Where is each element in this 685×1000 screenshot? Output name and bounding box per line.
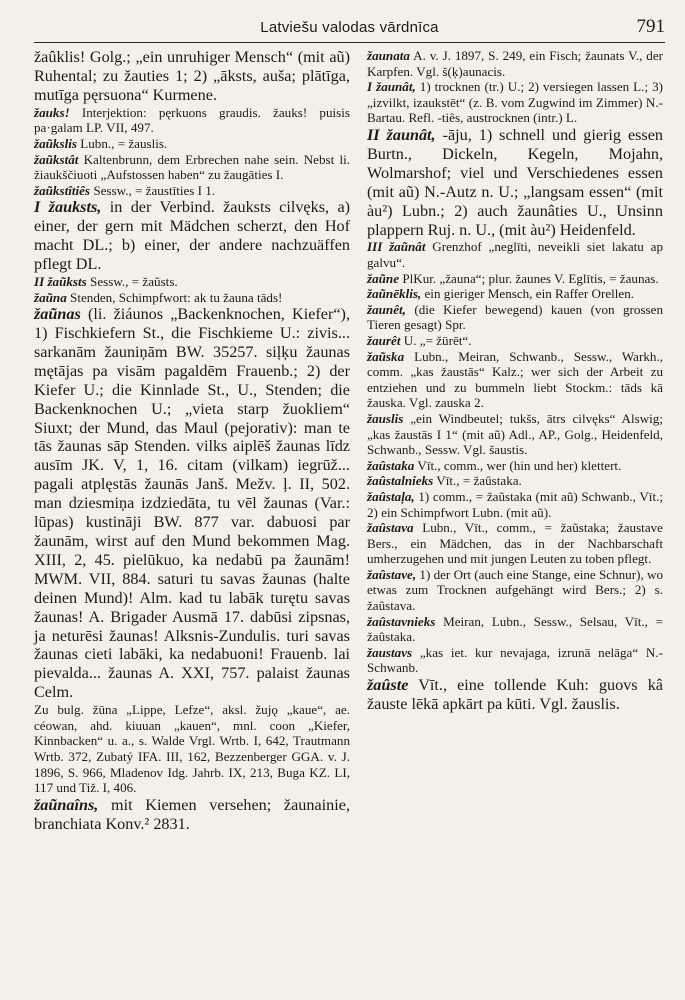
entry-text: Lubn., Vīt., comm., = žaũstaka; žaustave Bers., ein Mädchen, das in der Nachbarschaft umherzugehen und mit jungen Leuten zu toben pflegt. — [367, 520, 663, 567]
running-title: Latviešu valodas vārdnīca — [260, 19, 439, 36]
entry-text: Meiran, Lubn., Sessw., Selsau, Vīt., = žaûstaka. — [367, 613, 663, 645]
dictionary-entry — [367, 614, 663, 645]
dictionary-entry — [367, 126, 663, 239]
entry-headword: žaunêt, — [367, 301, 406, 317]
entry-text: (li. žiáunos „Backenknochen, Kiefer“), 1) Fischkiefern St., die Fischkieme U.: zivis... sarkanām žauniņām BW. 35257. siļķu žaunas mętājas pa visām pagaldēm Frauenb.; 2) der Kiefer U.; die Kinnlade St., U., Stenden; die Backenknochen U.; „vieta starp žuokliem“ Siuxt; der Mund, das Maul (pejorativ): man te tās žaunas sāp Stenden. vilks aiplēš žaunas līdz ausīm JK. V, 1, 16. citam (vilkam) iegrūž... pagali atplęstās žaunās Janš. Mežv. ļ. II, 502. man dziesmiņa izdziedāta, tu vēl žaunas (Var.: lūpas) kustināji BW. 877 var. dabuosi par žaunām, wirst auf den Mund bekommen Mag. XIII, 2, 45. pielūkuo, ka nedabū pa žaunām! MWM. VII, 884. saturi tu savas žaunas (halte deinen Mund)! Alm. kad tu labāk turętu savas žaunas! A. Brigader Ausmā 17. dabūsi zipsnas, ja neturēsi žaunas! Alksnis-Zundulis. turi savas žaunas cieti labāki, ka nedabuoni! Frauenb. lai pievalda... žaunas A. XXI, 757. palaist žaunas Celm. — [34, 305, 350, 702]
entry-headword: II žaũksts — [34, 273, 87, 289]
dictionary-entry — [367, 473, 663, 489]
entry-headword: II žaunât, — [367, 125, 436, 144]
entry-headword: I žauksts, — [34, 198, 102, 217]
dictionary-entry — [34, 274, 350, 290]
dictionary-entry — [367, 333, 663, 349]
entry-headword: žaũnaîns, — [34, 795, 99, 814]
entry-text: žaûklis! Golg.; „ein unruhiger Mensch“ (mit aũ) Ruhental; zu žauties 1; 2) „āksts, auša; plātīga, mutīga pęrsuona“ Kurmene. — [34, 48, 350, 104]
entry-headword: žaũkslis — [34, 135, 77, 151]
entry-headword: žaũska — [367, 348, 405, 364]
dictionary-entry — [34, 796, 350, 834]
dictionary-entry — [367, 411, 663, 458]
entry-text: Vīt., eine tollende Kuh: guovs kâ žauste lēkā apkārt pa kūti. Vgl. žauslis. — [367, 676, 663, 713]
page-header — [34, 14, 665, 43]
entry-text: Sessw., = žaũsts. — [90, 273, 178, 289]
entry-text: Lubn., Meiran, Schwanb., Sessw., Warkh., comm. „kas žaustās“ Kalz.; wer sich der Arbeit zu entziehen und zu bummeln liebt Stockm.: tāds kā žauska. Vgl. zauska 2. — [367, 348, 663, 411]
dictionary-entry — [34, 152, 350, 183]
entry-text: mit Kiemen versehen; žaunainie, branchiata Konv.² 2831. — [34, 795, 350, 833]
entry-text: PlKur. „žauna“; plur. žaunes V. Eglītis, = žaunas. — [402, 270, 659, 286]
entry-text: -āju, 1) schnell und gierig essen Burtn., Dickeln, Kegeln, Mojahn, Wolmarshof; viel und Verschiedenes essen (mit aũ) N.-Autz n. U.; „langsam essen“ (mit àu²) Lubn.; 2) auch žaunâties U., Unsinn plappern Ruj. n. U., (mit àu²) Heidenfeld. — [367, 125, 664, 239]
entry-headword: žaũnēklis, — [367, 286, 422, 302]
entry-headword: žaûstave, — [367, 566, 417, 582]
entry-headword: žauks! — [34, 104, 70, 120]
dictionary-entry — [34, 183, 350, 199]
entry-text: in der Verbind. žauksts cilvęks, a) einer, der gern mit Mädchen scherzt, den Hof macht DL.; b) einer, der andere nachzuäffen pflegt DL. — [34, 198, 351, 273]
entry-text: A. v. J. 1897, S. 249, ein Fisch; žaunats V., der Karpfen. Vgl. š(ķ)aunacis. — [367, 48, 663, 79]
dictionary-entry — [34, 305, 350, 702]
dictionary-entry — [367, 286, 663, 302]
entry-text: ein gieriger Mensch, ein Raffer Orellen. — [424, 286, 635, 302]
dictionary-entry — [34, 105, 350, 136]
page-number: 791 — [636, 16, 665, 37]
entry-text: 1) der Ort (auch eine Stange, eine Schnur), wo etwas zum Trocknen aufgehängt wird Bers.; 2) s. žaûstava. — [367, 566, 663, 614]
right-column — [367, 48, 663, 714]
entry-headword: žaûste — [367, 676, 409, 695]
entry-text: „ein Windbeutel; tukšs, ātrs cilvęks“ Alswig; „kas žaustās I 1“ (mit aũ) Adl., AP., Golg., Heidenfeld, Schwanb., Sessw. Vgl. šaustis. — [367, 410, 663, 458]
entry-text: Sessw., = žaustīties I 1. — [93, 182, 216, 198]
dictionary-entry — [367, 489, 663, 520]
entry-text: Interjektion: pęrkuons graudis. žauks! puisis pa·galam LP. VII, 497. — [34, 104, 350, 136]
entry-headword: III žaũnât — [367, 239, 426, 255]
dictionary-entry — [367, 239, 663, 270]
dictionary-entry — [34, 198, 350, 274]
entry-text: Vīt., comm., wer (hin und her) klettert. — [417, 457, 622, 473]
entry-headword: žaũnas — [34, 305, 81, 324]
etymology-note — [34, 702, 350, 796]
dictionary-entry — [34, 48, 350, 105]
dictionary-entry — [367, 48, 663, 79]
entry-text: 1) trocknen (tr.) U.; 2) versiegen lassen L.; 3) „izvilkt, izaukstēt“ (z. B. vom Zugwind im Zimmer) N.-Bartau. Refl. -tiês, austrocknen (intr.) L. — [367, 79, 663, 126]
entry-text: 1) comm., = žaũstaka (mit aũ) Schwanb., Vīt.; 2) ein Schimpfwort Lubn. (mit aũ). — [367, 488, 663, 520]
dictionary-entry — [367, 520, 663, 567]
left-column — [34, 48, 350, 834]
entry-headword: I žaunât, — [367, 79, 416, 95]
dictionary-entry — [367, 567, 663, 614]
entry-headword: žaurêt — [367, 332, 401, 348]
entry-headword: žaũkstîtiês — [34, 182, 91, 198]
entry-headword: žauslis — [367, 410, 404, 426]
entry-text: Grenzhof „neglīti, neveikli siet lakatu ap galvu“. — [367, 239, 664, 270]
entry-headword: žaũne — [367, 270, 400, 286]
entry-headword: žaũna — [34, 289, 67, 305]
entry-headword: žaustavs — [367, 644, 413, 660]
entry-text: U. „= žūrēt“. — [403, 332, 472, 348]
dictionary-entry — [34, 290, 350, 306]
entry-headword: žaũkstât — [34, 151, 79, 167]
entry-headword: žaûstaka — [367, 457, 415, 473]
dictionary-entry — [367, 349, 663, 411]
dictionary-entry — [367, 676, 663, 714]
entry-text: Kaltenbrunn, dem Erbrechen nahe sein. Nebst li. žiaukščiuoti „Aufstossen haben“ zu žaugāties I. — [34, 151, 350, 183]
entry-headword: žaunata — [367, 48, 410, 63]
entry-text: (die Kiefer bewegend) kauen (von grossen Tieren gesagt) Spr. — [367, 301, 663, 333]
entry-text: Zu bulg. žūna „Lippe, Lefze“, aksl. žujǫ „kaue“, ae. céowan, ahd. kiuuan „kauen“, mnl. coon „Kiefer, Kinnbacken“ u. a., s. Walde Vrgl. Wrtb. I, 642, Trautmann Wrtb. 372, Zubatý IFA. III, 162, Bezzenberger GGA. v. J. 1896, S. 966, Mladenov Idg. Jahrb. IX, 213, Buga KZ. LI, 117 und Tiž. I, 406. — [34, 702, 350, 796]
entry-text: Stenden, Schimpfwort: ak tu žauna tāds! — [70, 289, 283, 305]
entry-headword: žaûstalnieks — [367, 473, 434, 489]
entry-text: Lubn., = žauslis. — [80, 135, 168, 151]
dictionary-entry — [367, 79, 663, 126]
entry-text: „kas iet. kur nevajaga, izrunā nelāga“ N.-Schwanb. — [367, 644, 663, 676]
dictionary-entry — [367, 271, 663, 287]
dictionary-entry — [367, 645, 663, 676]
dictionary-entry — [367, 458, 663, 474]
dictionary-entry — [367, 302, 663, 333]
entry-headword: žaûstaļa, — [367, 488, 415, 504]
dictionary-entry — [34, 136, 350, 152]
entry-headword: žaûstavnieks — [367, 613, 436, 629]
entry-text: Vīt., = žaûstaka. — [436, 473, 522, 489]
entry-headword: žaûstava — [367, 520, 414, 536]
